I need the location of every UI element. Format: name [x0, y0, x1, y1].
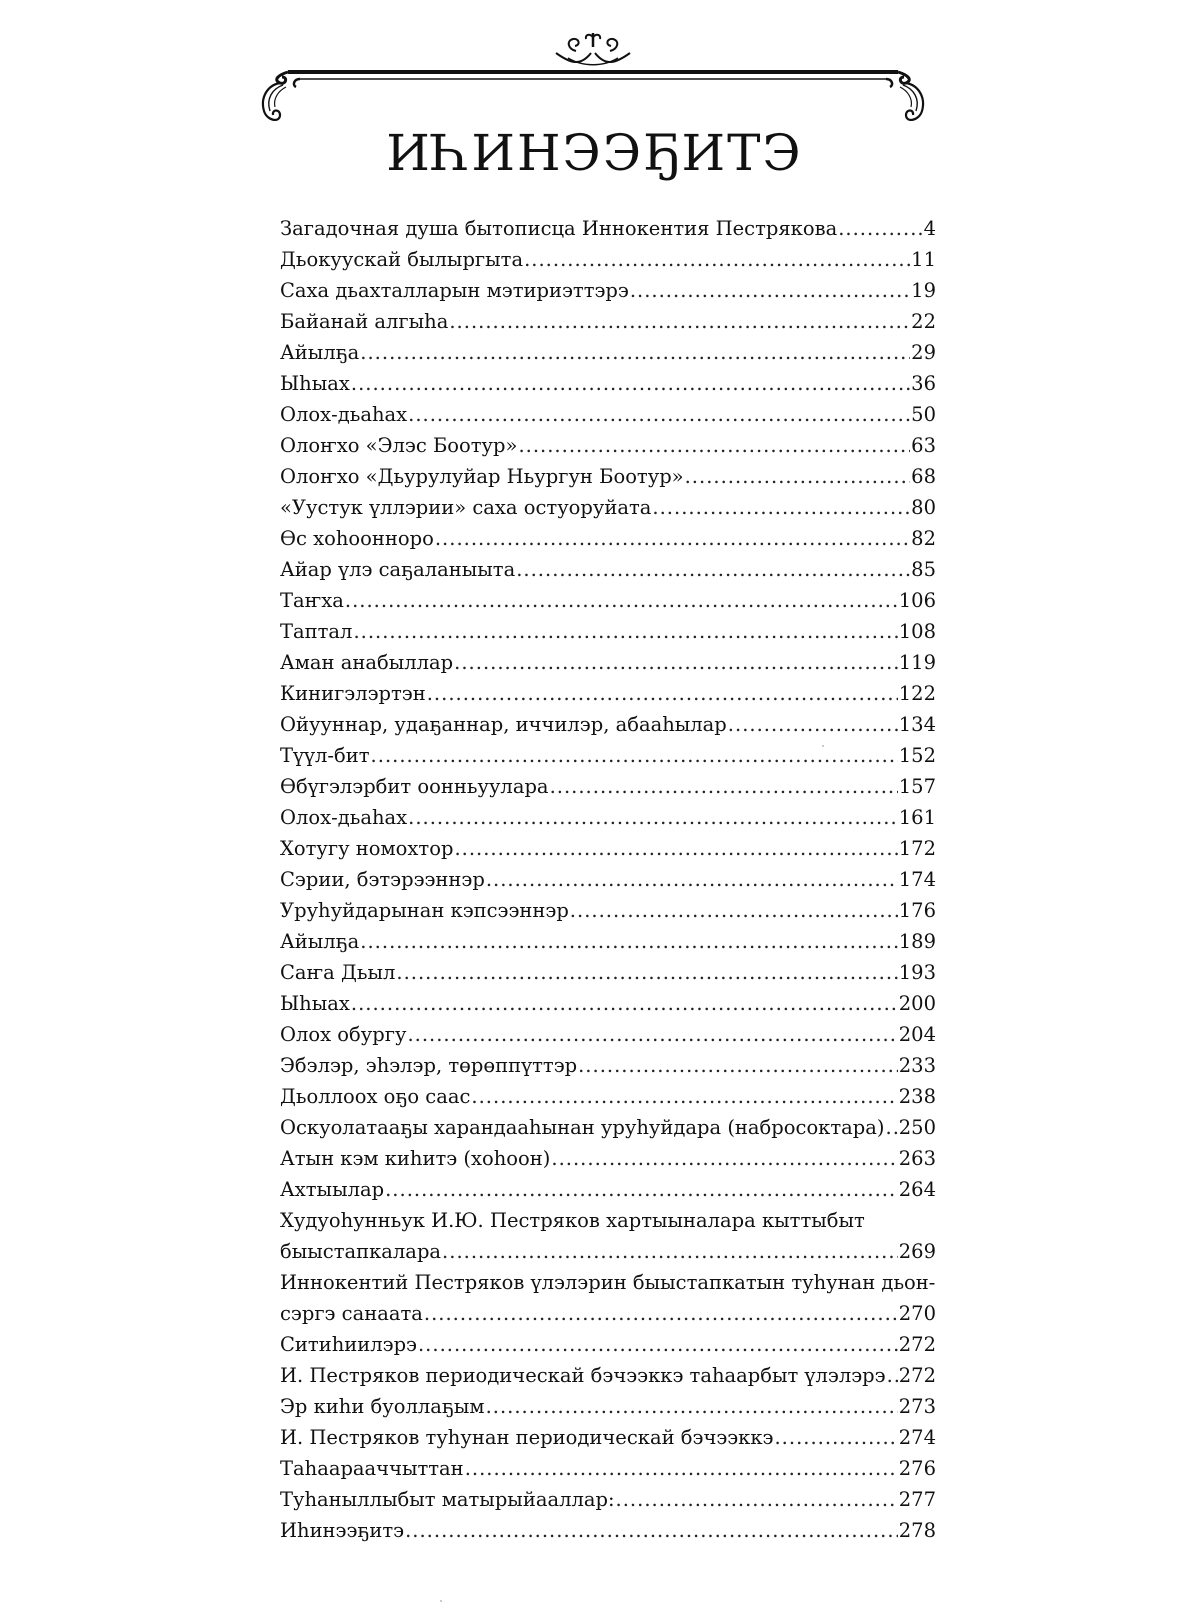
toc-entry[interactable]	[280, 275, 936, 306]
dot-leader	[630, 275, 910, 306]
toc-entry-page-number: 200	[898, 992, 936, 1015]
dot-leader	[360, 926, 897, 957]
toc-entry[interactable]	[280, 895, 936, 926]
toc-entry[interactable]	[280, 523, 936, 554]
toc-entry-title: Олох-дьаһах	[280, 806, 408, 829]
toc-entry-page-number: 174	[898, 868, 936, 891]
toc-entry-title: Саҥа Дьыл	[280, 961, 396, 984]
toc-entry-title: Таҥха	[280, 589, 344, 612]
toc-entry[interactable]	[280, 585, 936, 616]
toc-entry[interactable]	[280, 1081, 936, 1112]
dot-leader	[550, 771, 898, 802]
dot-leader	[360, 337, 910, 368]
dot-leader	[886, 1112, 898, 1143]
toc-entry-title: Байанай алгыһа	[280, 310, 449, 333]
toc-entry[interactable]	[280, 1267, 936, 1329]
toc-entry-page-number: 22	[911, 310, 936, 333]
toc-entry[interactable]	[280, 678, 936, 709]
toc-entry[interactable]	[280, 1329, 936, 1360]
dot-leader	[524, 244, 910, 275]
toc-entry-page-number: 106	[898, 589, 936, 612]
toc-entry[interactable]	[280, 926, 936, 957]
toc-entry-title: Саха дьахталларын мэтириэттэрэ	[280, 279, 629, 302]
table-of-contents	[280, 213, 936, 1546]
toc-entry-title: Ситиһиилэрэ	[280, 1333, 417, 1356]
center-flourish-icon	[556, 33, 630, 65]
toc-entry-page-number: 193	[898, 961, 936, 984]
toc-entry[interactable]	[280, 1174, 936, 1205]
toc-entry[interactable]	[280, 1143, 936, 1174]
toc-entry-page-number: 274	[898, 1426, 936, 1449]
toc-entry-title-line1: Иннокентий Пестряков үлэлэрин быыстапкатын туһунан дьон-	[280, 1271, 936, 1294]
toc-entry-title: Олоҥхо «Дьурулуйар Ньургун Боотур»	[280, 465, 684, 488]
toc-entry[interactable]	[280, 957, 936, 988]
toc-entry-page-number: 273	[898, 1395, 936, 1418]
toc-entry-page-number: 269	[898, 1240, 936, 1263]
toc-entry[interactable]	[280, 492, 936, 523]
toc-entry-page-number: 264	[898, 1178, 936, 1201]
toc-entry[interactable]	[280, 399, 936, 430]
toc-entry-title-line2	[280, 1236, 936, 1267]
dot-leader	[408, 399, 910, 430]
dot-leader	[405, 1515, 898, 1546]
toc-entry[interactable]	[280, 771, 936, 802]
dot-leader	[454, 833, 897, 864]
toc-entry[interactable]	[280, 1360, 936, 1391]
toc-entry-page-number: 161	[898, 806, 936, 829]
dot-leader	[551, 1143, 897, 1174]
header-rule	[288, 72, 898, 87]
toc-entry-title: Олох-дьаһах	[280, 403, 408, 426]
dot-leader	[385, 1174, 898, 1205]
toc-entry-title: Дьоллоох оҕо саас	[280, 1085, 471, 1108]
toc-entry-page-number: 233	[898, 1054, 936, 1077]
dot-leader	[728, 709, 898, 740]
page-title: ИҺИНЭЭҔИТЭ	[386, 124, 803, 182]
toc-entry-page-number: 85	[911, 558, 936, 581]
toc-entry-page-number: 4	[923, 217, 936, 240]
toc-entry[interactable]	[280, 1050, 936, 1081]
toc-entry-page-number: 270	[898, 1302, 936, 1325]
toc-entry[interactable]	[280, 554, 936, 585]
dot-leader	[345, 585, 898, 616]
toc-entry[interactable]	[280, 988, 936, 1019]
toc-entry-page-number: 189	[898, 930, 936, 953]
toc-entry[interactable]	[280, 1112, 936, 1143]
toc-entry-title: Ойууннар, удаҕаннар, иччилэр, абааһылар	[280, 713, 727, 736]
toc-entry[interactable]	[280, 337, 936, 368]
toc-entry-page-number: 63	[911, 434, 936, 457]
dot-leader	[408, 802, 898, 833]
toc-entry-title: Олох обургу	[280, 1023, 407, 1046]
dot-leader	[774, 1422, 897, 1453]
toc-entry-page-number: 68	[911, 465, 936, 488]
dot-leader	[351, 988, 898, 1019]
toc-entry-title: И. Пестряков периодическай бэчээккэ таһаарбыт үлэлэрэ	[280, 1364, 886, 1387]
toc-entry[interactable]	[280, 1453, 936, 1484]
toc-entry-page-number: 272	[898, 1364, 936, 1387]
toc-entry-title: Ыһыах	[280, 372, 350, 395]
toc-entry-title: Туһаныллыбыт матырыйааллар:	[280, 1488, 615, 1511]
left-scroll-icon	[263, 72, 288, 120]
toc-entry-page-number: 119	[898, 651, 936, 674]
toc-entry-title: Сэрии, бэтэрээннэр	[280, 868, 485, 891]
header-ornament	[258, 25, 928, 130]
toc-entry-page-number: 152	[898, 744, 936, 767]
toc-entry-title: Өс хоһооннoро	[280, 527, 434, 550]
toc-entry[interactable]	[280, 430, 936, 461]
toc-entry[interactable]	[280, 1484, 936, 1515]
toc-entry-title: Ыһыах	[280, 992, 350, 1015]
toc-entry[interactable]	[280, 306, 936, 337]
toc-entry-title: Түүл-бит	[280, 744, 370, 767]
toc-entry-page-number: 172	[898, 837, 936, 860]
dot-leader	[486, 864, 898, 895]
dot-leader	[353, 616, 897, 647]
dot-leader	[516, 554, 910, 585]
toc-entry-page-number: 250	[898, 1116, 936, 1139]
toc-entry[interactable]	[280, 864, 936, 895]
toc-entry-page-number: 134	[898, 713, 936, 736]
toc-entry-title: Хотугу номохтор	[280, 837, 454, 860]
toc-entry-page-number: 204	[898, 1023, 936, 1046]
toc-entry-title-line1: Худуоһунньук И.Ю. Пестряков хартыыналара кыттыбыт	[280, 1209, 865, 1232]
toc-entry-page-number: 278	[898, 1519, 936, 1542]
dot-leader	[486, 1391, 898, 1422]
dot-leader	[396, 957, 897, 988]
toc-entry-title: сэргэ санаата	[280, 1302, 423, 1325]
toc-entry-title: И. Пестряков туһунан периодическай бэчээккэ	[280, 1426, 774, 1449]
toc-entry[interactable]	[280, 368, 936, 399]
dot-leader	[616, 1484, 898, 1515]
toc-entry[interactable]	[280, 647, 936, 678]
toc-entry-title-line2	[280, 1298, 936, 1329]
toc-entry-page-number: 276	[898, 1457, 936, 1480]
dot-leader	[418, 1329, 898, 1360]
toc-entry[interactable]	[280, 1422, 936, 1453]
dot-leader	[454, 647, 898, 678]
dot-leader	[449, 306, 910, 337]
toc-entry-title: Иһинээҕитэ	[280, 1519, 405, 1542]
toc-entry-title: быыстапкалара	[280, 1240, 442, 1263]
toc-entry-title: Айар үлэ саҕаланыыта	[280, 558, 516, 581]
toc-entry[interactable]	[280, 740, 936, 771]
dot-leader	[371, 740, 898, 771]
dot-leader	[465, 1453, 898, 1484]
toc-entry-page-number: 277	[898, 1488, 936, 1511]
dot-leader	[351, 368, 910, 399]
toc-entry-title: Өбүгэлэрбит оонньуулара	[280, 775, 549, 798]
toc-entry-title: Оскуолатааҕы харандааһынан уруһуйдара (набросоктара)	[280, 1116, 885, 1139]
toc-entry-title: Таптал	[280, 620, 353, 643]
toc-entry-title: Айылҕа	[280, 930, 360, 953]
scan-speck	[440, 1600, 442, 1602]
toc-entry[interactable]	[280, 1391, 936, 1422]
toc-entry-page-number: 11	[911, 248, 936, 271]
toc-entry[interactable]	[280, 709, 936, 740]
toc-entry-title: Аман анабыллар	[280, 651, 454, 674]
dot-leader	[652, 492, 910, 523]
dot-leader	[570, 895, 898, 926]
toc-entry-title: Уруһуйдарынан кэпсээннэр	[280, 899, 569, 922]
dot-leader	[887, 1360, 898, 1391]
toc-entry[interactable]	[280, 802, 936, 833]
toc-entry[interactable]	[280, 244, 936, 275]
toc-entry-title: Таһаарааччыттан	[280, 1457, 464, 1480]
toc-entry-title: Дьокуускай былыргыта	[280, 248, 524, 271]
toc-entry-page-number: 29	[911, 341, 936, 364]
dot-leader	[435, 523, 910, 554]
toc-entry-page-number: 19	[911, 279, 936, 302]
toc-entry-title: Эр киһи буоллаҕым	[280, 1395, 485, 1418]
toc-entry-title: Эбэлэр, эһэлэр, төрөппүттэр	[280, 1054, 578, 1077]
toc-entry-page-number: 122	[898, 682, 936, 705]
toc-entry[interactable]	[280, 213, 936, 244]
toc-entry-page-number: 157	[898, 775, 936, 798]
toc-entry-page-number: 263	[898, 1147, 936, 1170]
toc-entry[interactable]	[280, 1019, 936, 1050]
toc-entry-title: Кинигэлэртэн	[280, 682, 426, 705]
toc-entry-title: Олоҥхо «Элэс Боотур»	[280, 434, 518, 457]
dot-leader	[442, 1236, 898, 1267]
toc-entry-page-number: 36	[911, 372, 936, 395]
toc-entry-page-number: 50	[911, 403, 936, 426]
toc-entry-page-number: 80	[911, 496, 936, 519]
toc-entry-page-number: 272	[898, 1333, 936, 1356]
toc-entry[interactable]	[280, 1205, 936, 1267]
dot-leader	[427, 678, 898, 709]
toc-entry-title: Ахтыылар	[280, 1178, 385, 1201]
dot-leader	[685, 461, 911, 492]
dot-leader	[471, 1081, 897, 1112]
toc-entry-title: Атын кэм киһитэ (хоһоон)	[280, 1147, 551, 1170]
dot-leader	[838, 213, 922, 244]
dot-leader	[578, 1050, 898, 1081]
toc-entry[interactable]	[280, 833, 936, 864]
toc-entry-title: Айылҕа	[280, 341, 360, 364]
toc-entry-page-number: 238	[898, 1085, 936, 1108]
toc-entry-page-number: 108	[898, 620, 936, 643]
toc-entry[interactable]	[280, 461, 936, 492]
dot-leader	[424, 1298, 898, 1329]
dot-leader	[407, 1019, 897, 1050]
scan-speck	[822, 745, 824, 747]
right-scroll-icon	[898, 72, 923, 120]
toc-entry-title: «Уустук үллэрии» саха остуоруйата	[280, 496, 652, 519]
toc-entry[interactable]	[280, 1515, 936, 1546]
toc-entry-title: Загадочная душа бытописца Иннокентия Пестрякова	[280, 217, 838, 240]
toc-entry-page-number: 82	[911, 527, 936, 550]
toc-entry-page-number: 176	[898, 899, 936, 922]
dot-leader	[518, 430, 910, 461]
toc-entry[interactable]	[280, 616, 936, 647]
